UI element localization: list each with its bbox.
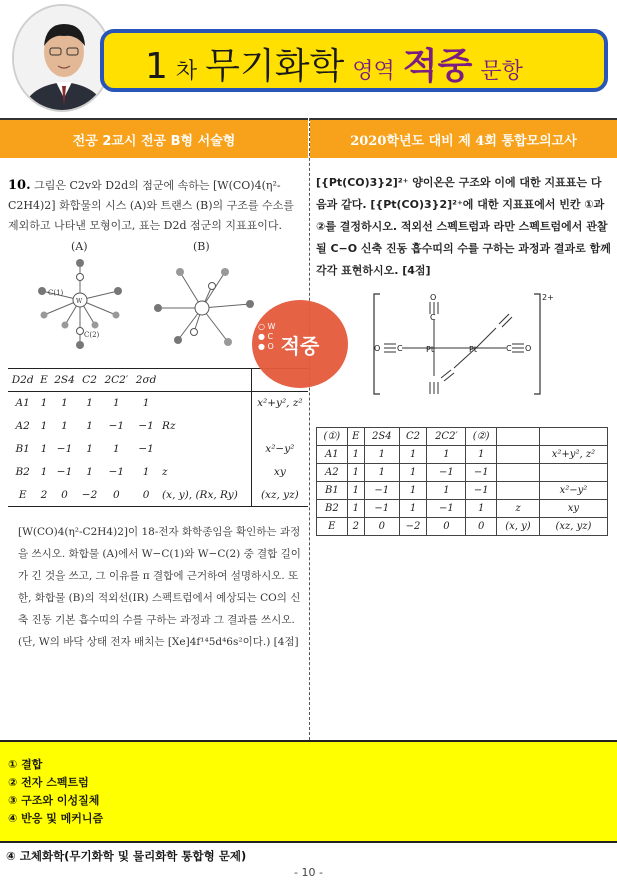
question-number: 10. — [8, 178, 31, 193]
pt-bonds — [402, 320, 506, 376]
w-atom — [195, 301, 209, 315]
list-item: ① 결합 — [8, 758, 43, 771]
table-cell: C2 — [399, 428, 427, 446]
table-cell: (②) — [466, 428, 497, 446]
table-cell: (x, y), (Rx, Ry) — [162, 488, 238, 501]
o-atom — [76, 259, 84, 267]
table-cell: 1 — [399, 464, 427, 482]
table-cell: 1 — [365, 446, 400, 464]
table-cell: 2C2′ — [427, 428, 466, 446]
title-part-subject: 무기화학 — [205, 46, 345, 87]
o-atom — [174, 336, 182, 344]
title-part-cha: 차 — [175, 59, 198, 84]
table-cell — [160, 438, 251, 461]
table-cell: 0 — [427, 518, 466, 536]
table-cell — [539, 428, 607, 446]
table-cell: xy — [539, 500, 607, 518]
table-header-cell — [160, 369, 251, 392]
table-cell: −1 — [56, 443, 73, 455]
structure-a-diagram — [20, 255, 140, 360]
table-cell: E — [18, 488, 27, 501]
topic-list — [0, 742, 617, 828]
table-cell: z — [162, 466, 168, 478]
table-cell: −1 — [138, 420, 154, 432]
atom-legend — [258, 322, 275, 352]
o-atom — [154, 304, 162, 312]
question-intro-text: 그림은 C2v와 D2d의 점군에 속하는 [W(CO)4(η²-C2H4)2] 화합물의 시스 (A)와 트랜스 (B)의 구조를 수소를 제외하고 나타낸 모형이고, 표는 D2d 점군의 지표표이다. — [8, 179, 294, 232]
table-cell: A1 — [317, 446, 348, 464]
author-photo — [12, 4, 112, 112]
c-atom — [77, 328, 84, 335]
o-label: O — [430, 293, 437, 302]
c1-label: C(1) — [48, 289, 64, 297]
table-cell: A2 — [15, 420, 30, 432]
table-cell: 1 — [427, 482, 466, 500]
table-cell: 2 — [347, 518, 364, 536]
c-label: C — [397, 344, 403, 353]
pt-label: Pt — [426, 345, 434, 354]
table-cell: 0 — [466, 518, 497, 536]
table-cell: x²+y², z² — [251, 392, 308, 415]
table-row — [317, 518, 608, 536]
person-portrait-icon — [14, 6, 112, 112]
table-row — [317, 446, 608, 464]
title-part-question: 문항 — [480, 59, 523, 84]
table-cell — [497, 482, 540, 500]
table-cell: 1 — [347, 446, 364, 464]
table-cell: 0 — [113, 488, 120, 501]
table-cell: 1 — [86, 443, 93, 455]
c-label: C — [506, 344, 512, 353]
table-cell: 2 — [40, 488, 48, 501]
legend-item-w: ○ W — [258, 322, 276, 331]
o-label: O — [374, 344, 381, 353]
w-label: W — [76, 298, 83, 305]
table-cell — [497, 464, 540, 482]
table-cell: xy — [251, 461, 308, 484]
table-header-cell: D2d — [11, 374, 34, 386]
table-cell: −1 — [466, 482, 497, 500]
c-atom — [221, 268, 229, 276]
table-row — [317, 500, 608, 518]
table-cell: (①) — [317, 428, 348, 446]
table-row — [8, 392, 308, 415]
right-column-header: 2020학년도 대비 제 4회 통합모의고사 — [310, 118, 617, 158]
list-item: ③ 구조와 이성질체 — [8, 794, 100, 807]
table-cell: 1 — [466, 500, 497, 518]
table-cell: 0 — [142, 488, 150, 501]
o-atom — [76, 341, 84, 349]
left-character-table — [8, 368, 308, 507]
table-header-cell: 2S4 — [54, 374, 75, 386]
table-cell: B2 — [317, 500, 348, 518]
table-cell — [497, 446, 540, 464]
c-atom — [41, 312, 48, 319]
column-divider — [309, 118, 310, 740]
c-atom — [77, 274, 84, 281]
charge-label: 2+ — [542, 293, 554, 302]
table-row — [317, 482, 608, 500]
table-row — [8, 484, 308, 507]
table-cell: E — [317, 518, 348, 536]
table-cell: 1 — [466, 446, 497, 464]
list-item: ② 전자 스펙트럼 — [8, 776, 89, 789]
table-cell: B1 — [15, 443, 30, 455]
table-cell: 1 — [399, 482, 427, 500]
table-cell: 1 — [40, 397, 48, 410]
pt-dimer-structure — [372, 290, 562, 398]
table-cell: 1 — [347, 500, 364, 518]
legend-item-o: ● O — [258, 342, 274, 351]
title-part-hit: 적중 — [402, 46, 473, 87]
table-cell — [251, 415, 308, 438]
table-cell: 1 — [142, 466, 150, 478]
table-row — [8, 438, 308, 461]
table-cell: 1 — [61, 397, 68, 410]
c-atom — [224, 338, 232, 346]
table-header-row — [317, 428, 608, 446]
table-cell: 0 — [61, 488, 68, 501]
table-header-cell: C2 — [82, 374, 97, 386]
title-part-number: 1 — [145, 46, 168, 87]
o-label: O — [525, 344, 532, 353]
table-row — [317, 464, 608, 482]
table-cell: A1 — [15, 397, 30, 410]
table-cell: 1 — [399, 446, 427, 464]
structure-b-label: (B) — [193, 240, 210, 253]
table-cell: −1 — [427, 464, 466, 482]
table-row — [8, 461, 308, 484]
table-cell: 1 — [86, 397, 93, 410]
page-number: - 10 - — [294, 866, 323, 879]
c-atom — [62, 322, 69, 329]
table-cell — [539, 464, 607, 482]
left-question-intro — [8, 176, 303, 236]
table-cell: (x, y) — [497, 518, 540, 536]
table-cell: −2 — [81, 488, 98, 501]
table-cell: 1 — [399, 500, 427, 518]
table-cell: 1 — [347, 464, 364, 482]
table-cell: −1 — [365, 482, 400, 500]
table-cell — [497, 428, 540, 446]
table-cell: −1 — [108, 466, 125, 478]
right-question-text: [{Pt(CO)3}2]²⁺ 양이온은 구조와 이에 대한 지표표는 다음과 같다. [{Pt(CO)3}2]²⁺에 대한 지표표에서 빈칸 ①과 ②를 결정하시오. 적외선 스펙트럼과 라만 스펙트럼에서 관찰될 C−O 신축 진동 흡수띠의 수를 구하는 과정과 결과로 함께 각각 표현하시오. [4점] — [316, 176, 611, 277]
table-cell: x²+y², z² — [539, 446, 607, 464]
table-cell: x²−y² — [539, 482, 607, 500]
table-cell: 1 — [40, 443, 48, 455]
table-row — [8, 415, 308, 438]
left-question-body: [W(CO)4(η²-C2H4)2]이 18-전자 화학종임을 확인하는 과정을 쓰시오. 화합물 (A)에서 W−C(1)와 W−C(2) 중 결합 길이가 긴 것을 쓰고, 그 이유를 π 결합에 근거하여 설명하시오. 또한, 화합물 (B)의 적외선(IR) 스펙트럼에서 예상되는 CO의 신축 진동 기본 흡수띠의 수를 구하는 과정과 그 결과를 쓰시오. (단, W의 바닥 상태 전자 배치는 [Xe]4f¹⁴5d⁴6s²이다.) [4점] — [18, 526, 301, 648]
table-cell: Rz — [162, 420, 176, 432]
table-cell: −1 — [138, 443, 154, 455]
structure-b-diagram — [150, 258, 260, 358]
table-cell: 1 — [86, 420, 93, 432]
structure-a-label: (A) — [71, 240, 88, 253]
table-cell: 1 — [427, 446, 466, 464]
table-cell: −1 — [365, 500, 400, 518]
table-cell: −1 — [427, 500, 466, 518]
topic-list-box — [0, 740, 617, 843]
table-cell: 2S4 — [365, 428, 400, 446]
table-cell — [160, 392, 251, 415]
table-cell: −2 — [399, 518, 427, 536]
table-cell: 1 — [113, 443, 120, 455]
table-cell: 1 — [61, 420, 68, 432]
table-cell: 1 — [142, 397, 150, 410]
table-cell: E — [347, 428, 364, 446]
table-cell: 0 — [365, 518, 400, 536]
hit-stamp-text: 적중 — [280, 333, 320, 358]
c-atom — [113, 312, 120, 319]
table-cell: 1 — [365, 464, 400, 482]
table-cell: B2 — [15, 466, 30, 478]
title-part-area: 영역 — [352, 59, 395, 84]
o-atom — [246, 300, 254, 308]
table-cell: 1 — [347, 482, 364, 500]
table-header-cell: E — [40, 374, 48, 386]
c-label: C — [430, 313, 436, 322]
table-header-cell: 2C2′ — [104, 374, 129, 386]
table-cell: z — [497, 500, 540, 518]
c-atom — [176, 268, 184, 276]
legend-item-c: ● C — [258, 332, 274, 341]
o-atom — [114, 287, 122, 295]
page-title — [145, 38, 523, 88]
table-cell: −1 — [108, 420, 125, 432]
table-cell: 1 — [40, 466, 48, 478]
table-cell: (xz, yz) — [251, 484, 308, 507]
pt-label: Pt — [469, 345, 477, 354]
table-header-cell: 2σd — [135, 374, 157, 386]
table-cell: −1 — [466, 464, 497, 482]
footer-topic: ④ 고체화학(무기화학 및 물리화학 통합형 문제) — [6, 849, 247, 863]
c-atom — [209, 283, 216, 290]
table-cell: B1 — [317, 482, 348, 500]
c-atom — [92, 322, 99, 329]
table-cell: x²−y² — [251, 438, 308, 461]
table-cell: 1 — [113, 397, 120, 410]
o-atom — [38, 287, 46, 295]
c2-label: C(2) — [84, 331, 100, 339]
table-cell: A2 — [317, 464, 348, 482]
list-item: ④ 반응 및 메커니즘 — [8, 812, 104, 825]
table-cell: −1 — [56, 466, 73, 478]
table-cell: 1 — [40, 420, 48, 432]
right-character-table — [316, 427, 608, 536]
table-cell: 1 — [86, 466, 93, 478]
table-cell: (xz, yz) — [539, 518, 607, 536]
c-atom — [191, 329, 198, 336]
left-column-header: 전공 2교시 전공 B형 서술형 — [0, 118, 308, 158]
